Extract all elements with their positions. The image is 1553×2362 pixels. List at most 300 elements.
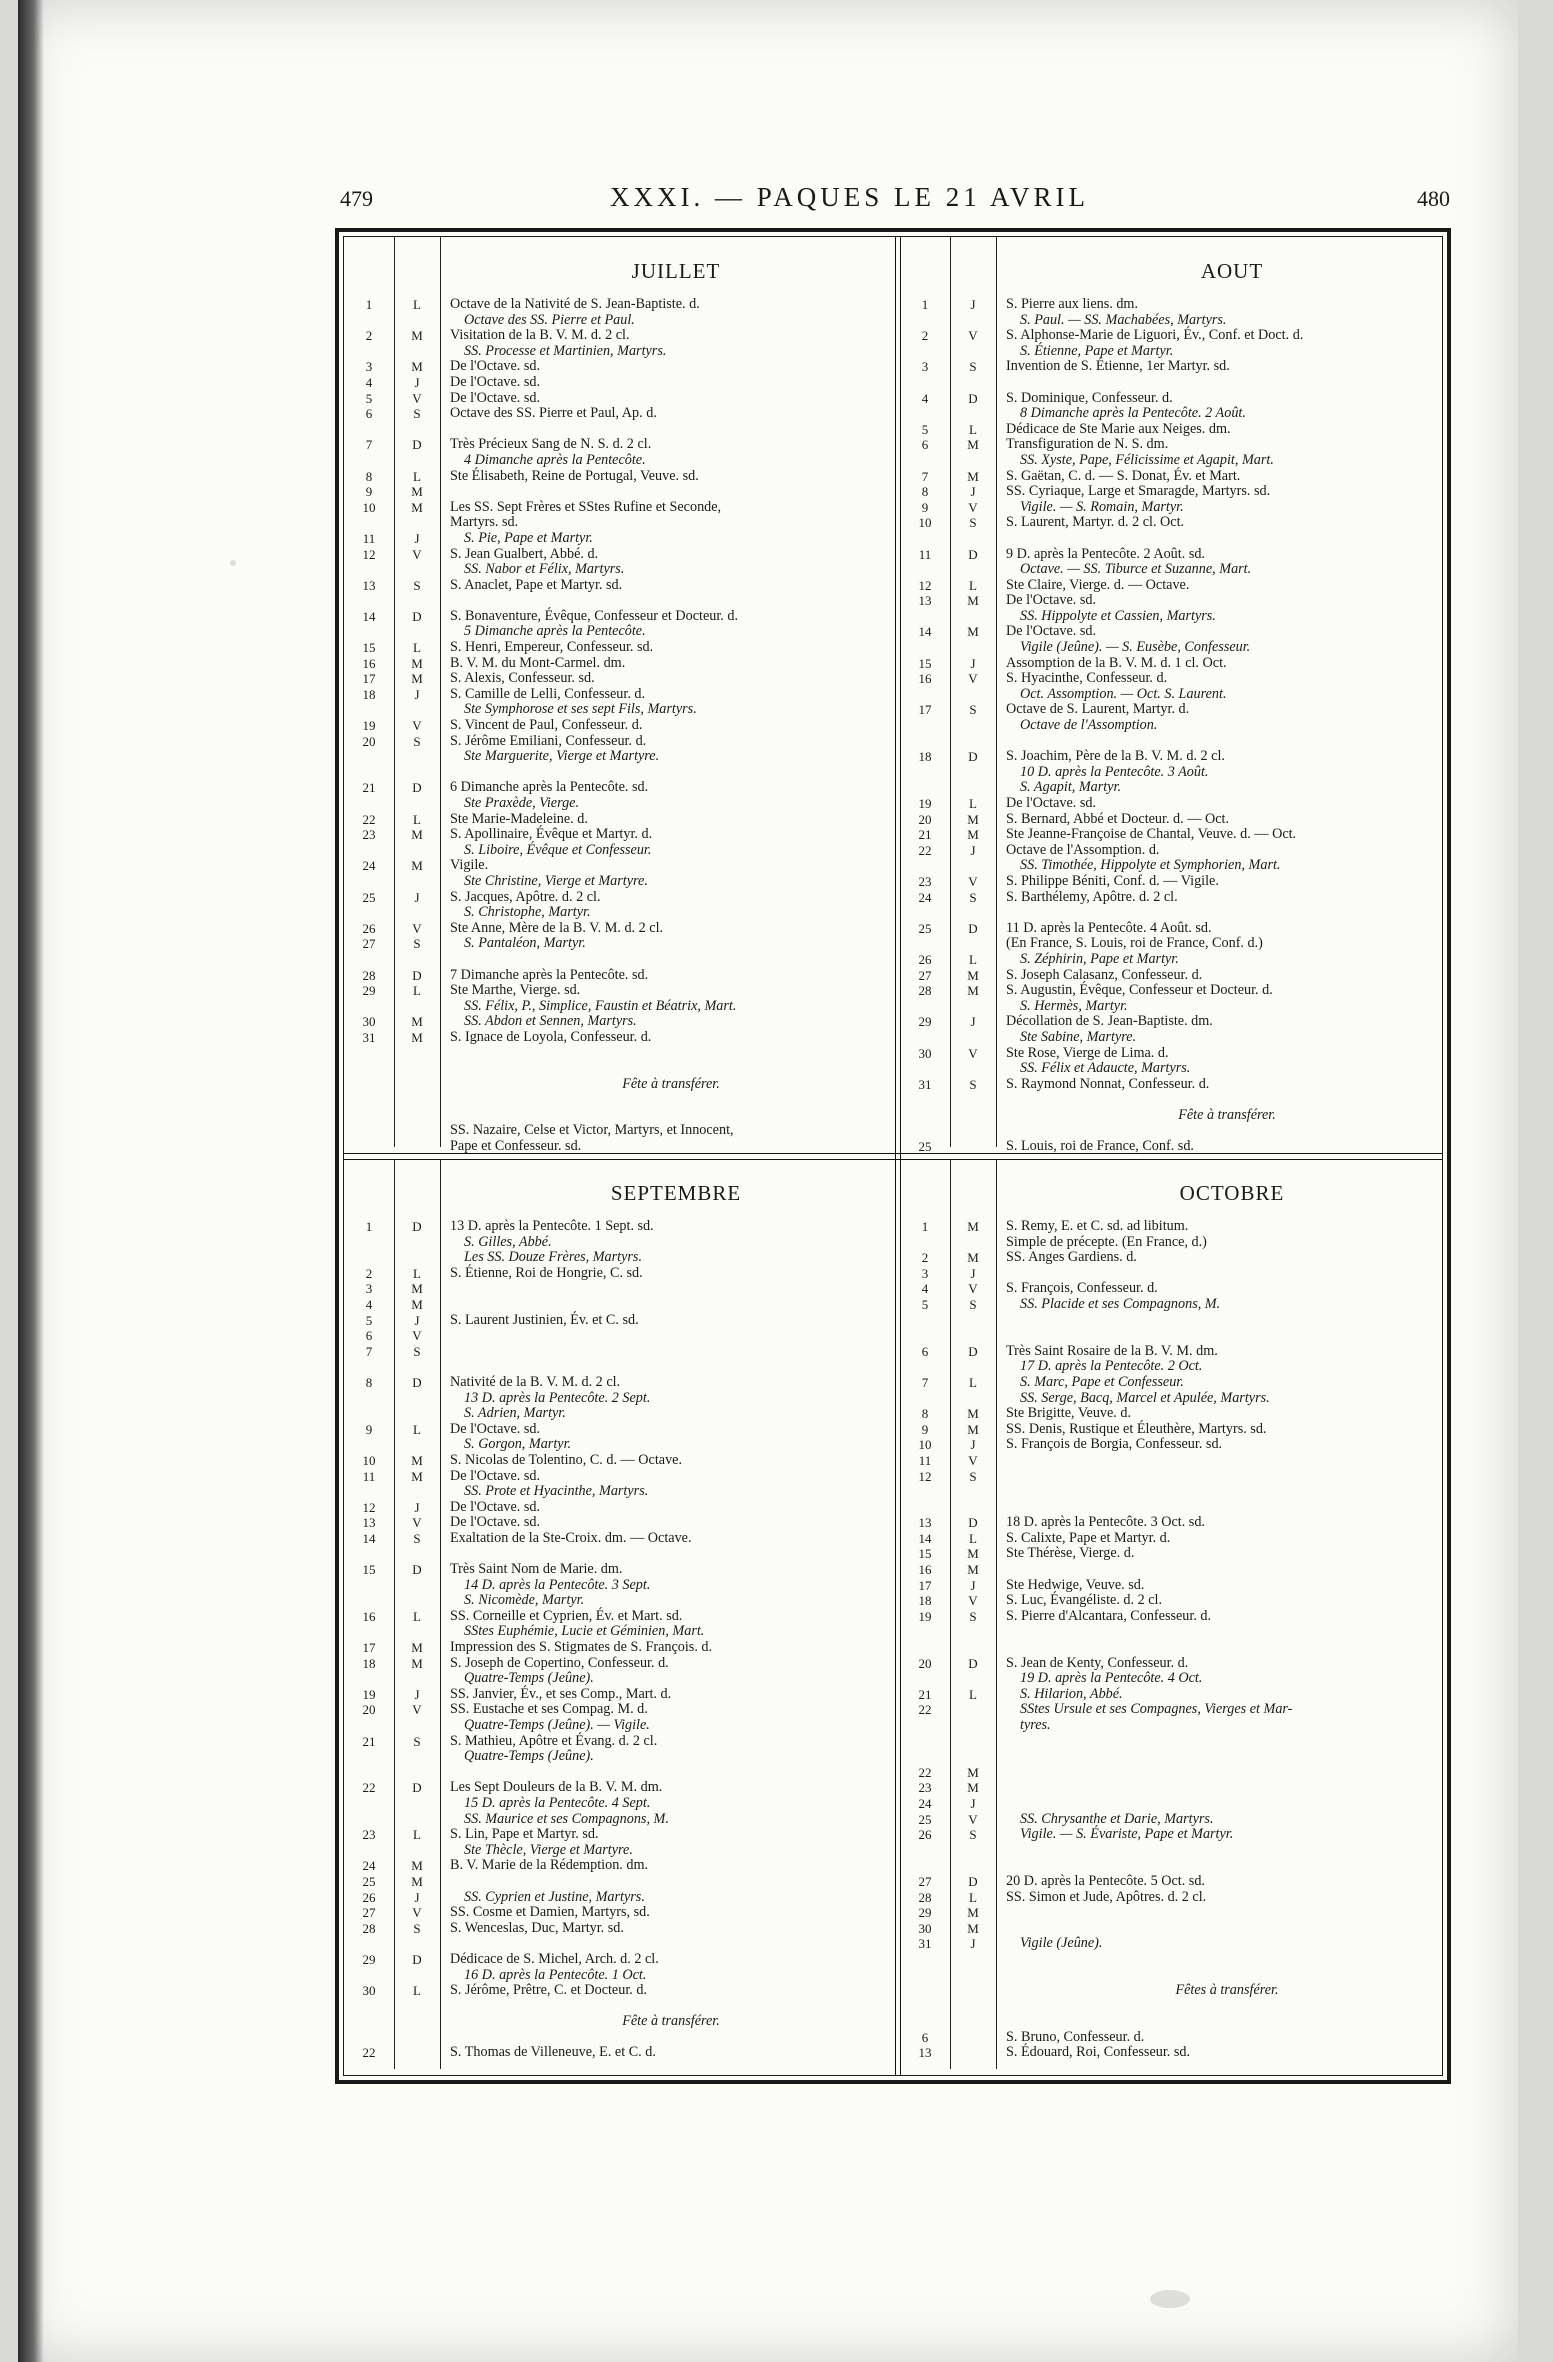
calendar-row [900,968,1454,984]
calendar-row [900,484,1454,500]
feast-text: Ste Brigitte, Veuve. d. [1006,1405,1132,1422]
feast-text: S. Édouard, Roi, Confesseur. sd. [1006,2044,1191,2061]
day-number: 31 [918,1076,932,1092]
day-number: 3 [365,1281,373,1297]
feast-text: Octave des SS. Pierre et Paul. [464,311,635,328]
weekday-letter [394,1546,440,1562]
calendar-row [344,1624,898,1640]
calendar-row [900,952,1454,968]
feast-text: Quatre-Temps (Jeûne). — Vigile. [464,1717,650,1733]
feast-text: SS. Serge, Bacq, Marcel et Apulée, Martyrs. [1020,1389,1270,1406]
day-number: 3 [921,1265,929,1281]
month-juillet [344,237,898,1155]
day-number: 23 [918,1780,932,1796]
feast-text: S. Jacques, Apôtre. d. 2 cl. [450,888,601,905]
feast-text [996,1921,1454,1937]
calendar-row [900,1469,1454,1485]
feast-text: B. V. M. du Mont-Carmel. dm. [450,654,626,671]
feast-text [996,1123,1454,1139]
calendar-row [344,734,898,750]
feast-text: Ste Claire, Vierge. d. — Octave. [1006,576,1190,593]
weekday-letter [950,1968,996,1984]
calendar-row [344,2030,898,2046]
weekday-letter: M [967,1920,979,1936]
weekday-letter: L [413,468,421,484]
weekday-letter: L [969,421,977,437]
feast-text: S. Jean Gualbert, Abbé. d. [450,545,599,562]
calendar-row [900,375,1454,391]
weekday-letter [394,702,440,718]
weekday-letter: M [411,1452,423,1468]
weekday-letter [950,1500,996,1516]
feast-text: S. Jérôme, Prêtre, C. et Docteur. d. [450,1982,648,1999]
calendar-row [344,1469,898,1485]
feast-text: 6 Dimanche après la Pentecôte. sd. [450,779,649,796]
calendar-row [900,843,1454,859]
feast-text [440,422,898,438]
calendar-row [900,2014,1454,2030]
calendar-row [900,1921,1454,1937]
feast-text: De l'Octave. sd. [450,358,541,375]
day-number: 10 [362,499,376,515]
weekday-letter: J [970,1795,976,1811]
day-number [900,1718,950,1734]
weekday-letter [394,999,440,1015]
calendar-row [900,1624,1454,1640]
day-number: 25 [918,920,932,936]
weekday-letter: J [414,1889,420,1905]
day-number [900,531,950,547]
feast-text: S. Barthélemy, Apôtre. d. 2 cl. [1006,888,1178,905]
weekday-letter: L [413,1421,421,1437]
day-number: 27 [362,936,376,952]
feast-text: SS. Hippolyte et Cassien, Martyrs. [1020,607,1216,624]
day-number: 28 [918,1889,932,1905]
day-number: 22 [918,842,932,858]
weekday-letter [950,344,996,360]
feast-text: 17 D. après la Pentecôte. 2 Oct. [1020,1358,1203,1375]
weekday-letter [950,734,996,750]
day-number [900,609,950,625]
feast-text: Ste Rose, Vierge de Lima. d. [1006,1044,1169,1061]
day-number: 7 [365,1343,373,1359]
day-number [344,593,394,609]
weekday-letter: D [412,1562,422,1578]
calendar-row [344,1014,898,1030]
calendar-row [344,671,898,687]
calendar-row [900,858,1454,874]
calendar-row [344,1453,898,1469]
calendar-row [344,313,898,329]
day-number: 30 [362,1983,376,1999]
day-number [900,1952,950,1968]
feast-text: 13 D. après la Pentecôte. 1 Sept. sd. [450,1218,654,1234]
calendar-row [900,1718,1454,1734]
calendar-row [344,1266,898,1282]
day-number: 6 [921,2029,929,2045]
weekday-letter [394,1718,440,1734]
calendar-row [344,983,898,999]
month-title: JUILLET [631,259,721,283]
calendar-row [900,593,1454,609]
calendar-row [900,936,1454,952]
weekday-letter: L [969,577,977,593]
calendar-frame [335,228,1451,2084]
feast-text: S. Raymond Nonnat, Confesseur. d. [1006,1075,1210,1092]
day-number: 23 [362,827,376,843]
calendar-row [344,1139,898,1155]
feast-text: S. Remy, E. et C. sd. ad libitum. [1006,1218,1189,1234]
weekday-letter: J [970,1437,976,1453]
calendar-row [344,858,898,874]
calendar-row [344,1905,898,1921]
day-number [344,1968,394,1984]
day-number [344,1765,394,1781]
day-number: 31 [362,1029,376,1045]
weekday-letter: L [969,796,977,811]
weekday-letter: L [969,1374,977,1390]
day-number: 16 [362,655,376,671]
weekday-letter: S [413,936,421,952]
weekday-letter: D [412,608,422,624]
day-number: 8 [365,468,373,484]
calendar-row [344,1952,898,1968]
calendar-row [344,562,898,578]
calendar-row [344,749,898,765]
feast-text [996,1469,1454,1485]
calendar-row [344,578,898,594]
day-number [900,1734,950,1750]
weekday-letter [394,1765,440,1781]
weekday-letter: S [413,1920,421,1936]
weekday-letter: D [412,967,422,983]
weekday-letter [950,2045,996,2061]
day-number: 2 [365,328,373,344]
calendar-row [900,1297,1454,1313]
day-list [344,1219,898,2061]
day-number [900,1484,950,1500]
feast-text: S. Anaclet, Pape et Martyr. sd. [450,576,623,593]
calendar-row [900,1936,1454,1952]
day-number: 18 [918,1593,932,1609]
calendar-row [344,999,898,1015]
day-number: 5 [365,390,373,406]
feast-text [996,1313,1454,1329]
day-number [900,562,950,578]
calendar-row [900,921,1454,937]
feast-text [996,1968,1454,1984]
day-number [900,999,950,1015]
calendar-row [900,1609,1454,1625]
day-number: 15 [362,1562,376,1578]
day-number [900,1640,950,1656]
weekday-letter [394,1235,440,1251]
calendar-row [900,1968,1454,1984]
feast-text: S. Marc, Pape et Confesseur. [1020,1373,1184,1390]
weekday-letter: M [967,1546,979,1562]
day-number: 14 [918,1530,932,1546]
calendar-row [344,1921,898,1937]
weekday-letter: M [967,967,979,983]
weekday-letter [394,1046,440,1062]
day-number: 6 [365,406,373,422]
feast-text: De l'Octave. sd. [1006,623,1097,640]
feast-text: SS. Prote et Hyacinthe, Martyrs. [464,1483,649,1500]
day-number: 21 [362,780,376,796]
calendar-row [900,640,1454,656]
weekday-letter [950,1983,996,1999]
day-number: 20 [362,1702,376,1718]
calendar-row [900,1484,1454,1500]
feast-text [996,1952,1454,1968]
calendar-row [900,1874,1454,1890]
feast-text: S. Gilles, Abbé. [464,1233,552,1250]
weekday-letter: J [970,1936,976,1952]
weekday-letter: S [413,1530,421,1546]
feast-text [996,1905,1454,1921]
weekday-letter [394,874,440,890]
weekday-letter [394,1578,440,1594]
feast-text: Ste Sabine, Martyre. [1020,1028,1137,1045]
feast-text [996,1843,1454,1859]
weekday-letter [394,1077,440,1093]
day-number [344,1546,394,1562]
feast-text: S. Adrien, Martyr. [464,1405,566,1422]
weekday-letter [950,1843,996,1859]
feast-text: S. Augustin, Évêque, Confesseur et Docteur. d. [1006,982,1273,999]
feast-text: S. Laurent Justinien, Év. et C. sd. [450,1311,639,1328]
day-number [344,1061,394,1077]
day-number: 19 [918,796,932,811]
feast-text: Simple de précepte. (En France, d.) [1006,1233,1207,1250]
calendar-row [900,624,1454,640]
calendar-row [900,1843,1454,1859]
day-number [344,765,394,781]
day-number: 7 [921,1374,929,1390]
day-number [900,765,950,781]
calendar-row [900,1313,1454,1329]
weekday-letter [950,905,996,921]
calendar-row [900,609,1454,625]
day-number: 22 [918,1702,932,1718]
calendar-row [344,1671,898,1687]
feast-text [440,1092,898,1108]
feast-text [440,952,898,968]
calendar-row [344,1890,898,1906]
weekday-letter: M [411,1858,423,1874]
weekday-letter: M [411,1281,423,1297]
feast-text: Fête à transférer. [622,1075,720,1092]
weekday-letter [950,1734,996,1750]
day-number: 19 [918,1608,932,1624]
day-number [900,344,950,360]
calendar-row [344,1500,898,1516]
day-number [900,1968,950,1984]
weekday-letter: M [411,484,423,500]
weekday-letter: V [412,1702,422,1718]
weekday-letter [950,1624,996,1640]
weekday-letter: M [967,593,979,609]
calendar-row [344,1437,898,1453]
weekday-letter [950,531,996,547]
weekday-letter [394,313,440,329]
day-number: 30 [918,1045,932,1061]
calendar-row [344,453,898,469]
feast-text: S. Joachim, Père de la B. V. M. d. 2 cl. [1006,748,1225,765]
calendar-row [900,1734,1454,1750]
day-number [344,905,394,921]
weekday-letter [394,1671,440,1687]
calendar-row [900,1061,1454,1077]
feast-text: SS. Nazaire, Celse et Victor, Martyrs, et Innocent, [450,1122,734,1139]
day-number: 26 [918,1827,932,1843]
feast-text: S. Vincent de Paul, Confesseur. d. [450,717,643,734]
feast-text: SStes Ursule et ses Compagnes, Vierges et Mar- [1020,1701,1293,1718]
day-number [344,1092,394,1108]
feast-text: S. Thomas de Villeneuve, E. et C. d. [450,2044,656,2061]
calendar-row [344,1250,898,1266]
day-number: 25 [362,1873,376,1889]
feast-text [996,1092,1454,1108]
calendar-row [344,1344,898,1360]
calendar-row [344,1687,898,1703]
weekday-letter [394,515,440,531]
calendar-row [900,1453,1454,1469]
weekday-letter: J [970,655,976,671]
feast-text: Dédicace de S. Michel, Arch. d. 2 cl. [450,1950,659,1967]
page-number-right: 480 [1417,186,1450,211]
calendar-row [344,702,898,718]
feast-text: 8 Dimanche après la Pentecôte. 2 Août. [1020,405,1246,422]
day-number: 2 [921,1250,929,1266]
calendar-row [900,827,1454,843]
day-number [900,1030,950,1046]
weekday-letter [394,1092,440,1108]
weekday-letter: V [412,546,422,562]
feast-text: SS. Placide et ses Compagnons, M. [1020,1295,1221,1312]
calendar-row [900,1108,1454,1124]
feast-text: Les Sept Douleurs de la B. V. M. dm. [450,1779,663,1796]
calendar-row [344,1375,898,1391]
weekday-letter [950,687,996,703]
feast-text: S. Louis, roi de France, Conf. sd. [1006,1138,1194,1155]
feast-text: S. Alexis, Confesseur. sd. [450,670,595,687]
weekday-letter: L [413,1983,421,1999]
day-number [900,1671,950,1687]
weekday-letter: M [411,671,423,687]
feast-text: Très Saint Rosaire de la B. V. M. dm. [1006,1342,1218,1359]
weekday-letter [394,905,440,921]
feast-text: Ste Praxède, Vierge. [464,795,580,811]
day-number: 7 [921,468,929,484]
weekday-letter [950,1999,996,2015]
calendar-row [900,702,1454,718]
day-number [900,375,950,391]
weekday-letter: V [412,390,422,406]
day-number [900,734,950,750]
day-number: 8 [921,1406,929,1422]
weekday-letter: D [968,1343,978,1359]
weekday-letter: V [968,1452,978,1468]
feast-text: Décollation de S. Jean-Baptiste. dm. [1006,1013,1213,1030]
feast-text: S. Dominique, Confesseur. d. [1006,389,1173,406]
weekday-letter [394,593,440,609]
day-number: 25 [918,1139,932,1155]
day-number: 16 [918,1562,932,1578]
day-number [900,1092,950,1108]
weekday-letter [394,1968,440,1984]
weekday-letter [950,780,996,796]
day-number [344,1671,394,1687]
feast-text: Nativité de la B. V. M. d. 2 cl. [450,1373,621,1390]
calendar-row [900,562,1454,578]
day-number [344,1999,394,2015]
day-number: 18 [918,749,932,765]
feast-text: Impression des S. Stigmates de S. François. d. [450,1639,713,1656]
feast-text: De l'Octave. sd. [450,1498,541,1515]
feast-text: S. Hyacinthe, Confesseur. d. [1006,670,1168,687]
weekday-letter: V [412,1328,422,1344]
day-number [900,1843,950,1859]
calendar-row [900,1702,1454,1718]
feast-text: De l'Octave. sd. [450,1467,541,1484]
feast-text: Ste Anne, Mère de la B. V. M. d. 2 cl. [450,919,664,936]
feast-text: S. Joseph de Copertino, Confesseur. d. [450,1654,669,1671]
weekday-letter: L [413,983,421,999]
day-list [900,1219,1454,2061]
feast-text: De l'Octave. sd. [450,1420,541,1437]
calendar-row [344,1780,898,1796]
day-number: 1 [921,297,929,312]
day-number [900,1123,950,1139]
day-number [900,1983,950,1999]
feast-text [440,1874,898,1890]
calendar-row [344,718,898,734]
day-number [344,796,394,812]
day-number [900,1359,950,1375]
calendar-row [900,1250,1454,1266]
feast-text: S. Henri, Empereur, Confesseur. sd. [450,639,654,656]
calendar-row [900,313,1454,329]
calendar-row [900,1796,1454,1812]
weekday-letter: S [969,515,977,531]
day-number [344,874,394,890]
calendar-row [900,796,1454,812]
day-number: 6 [921,437,929,453]
day-number [344,1139,394,1155]
calendar-row [344,1640,898,1656]
day-number: 16 [362,1608,376,1624]
calendar-row [900,1406,1454,1422]
day-number: 4 [365,374,373,390]
calendar-row [900,1983,1454,1999]
weekday-letter: J [970,1265,976,1281]
weekday-letter: M [967,1219,979,1234]
day-number: 21 [362,1733,376,1749]
weekday-letter [394,1108,440,1124]
feast-text: S. Bernard, Abbé et Docteur. d. — Oct. [1006,810,1230,827]
feast-text: Ste Hedwige, Veuve. sd. [1006,1576,1145,1593]
calendar-row [344,780,898,796]
month-title: OCTOBRE [1179,1181,1285,1205]
day-number [900,406,950,422]
weekday-letter [950,453,996,469]
day-number: 17 [918,1577,932,1593]
day-number: 12 [918,1468,932,1484]
calendar-row [344,437,898,453]
day-number: 25 [362,889,376,905]
day-number: 12 [362,546,376,562]
